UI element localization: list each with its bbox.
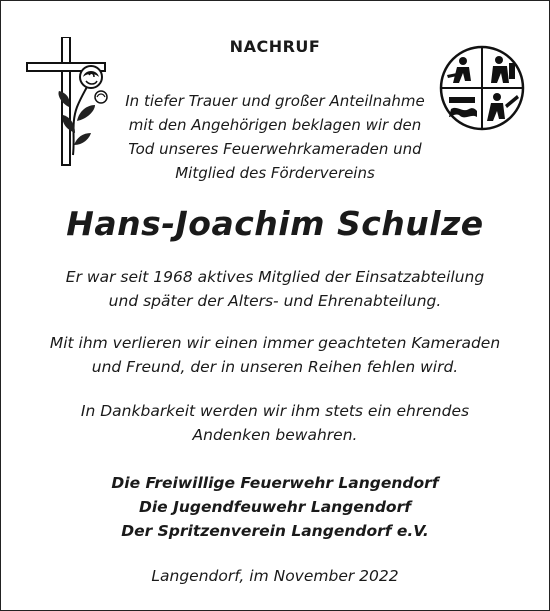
paragraph-line: Andenken bewahren. [192, 426, 358, 444]
paragraph-loss [1, 331, 549, 379]
notice-title: NACHRUF [229, 37, 321, 56]
intro-line: mit den Angehörigen beklagen wir den [128, 116, 422, 134]
place-date: Langendorf, im November 2022 [151, 567, 399, 585]
intro-line: In tiefer Trauer und großer Anteilnahme [125, 92, 425, 110]
deceased-name: Hans-Joachim Schulze [66, 204, 484, 243]
signer: Der Spritzenverein Langendorf e.V. [121, 522, 429, 540]
paragraph-membership [1, 265, 549, 313]
paragraph-line: und Freund, der in unseren Reihen fehlen wird. [91, 358, 459, 376]
paragraph-line: Er war seit 1968 aktives Mitglied der Einsatzabteilung [65, 268, 485, 286]
signer: Die Freiwillige Feuerwehr Langendorf [111, 474, 439, 492]
paragraph-line: und später der Alters- und Ehrenabteilung. [108, 292, 442, 310]
paragraph-remembrance [1, 399, 549, 447]
paragraph-line: In Dankbarkeit werden wir ihm stets ein ehrendes [80, 402, 470, 420]
intro-text [1, 89, 549, 185]
intro-line: Tod unseres Feuerwehrkameraden und [128, 140, 422, 158]
signers-list [1, 471, 549, 543]
signer: Die Jugendfeuwehr Langendorf [139, 498, 411, 516]
intro-line: Mitglied des Fördervereins [175, 164, 375, 182]
paragraph-line: Mit ihm verlieren wir einen immer geachteten Kameraden [49, 334, 501, 352]
